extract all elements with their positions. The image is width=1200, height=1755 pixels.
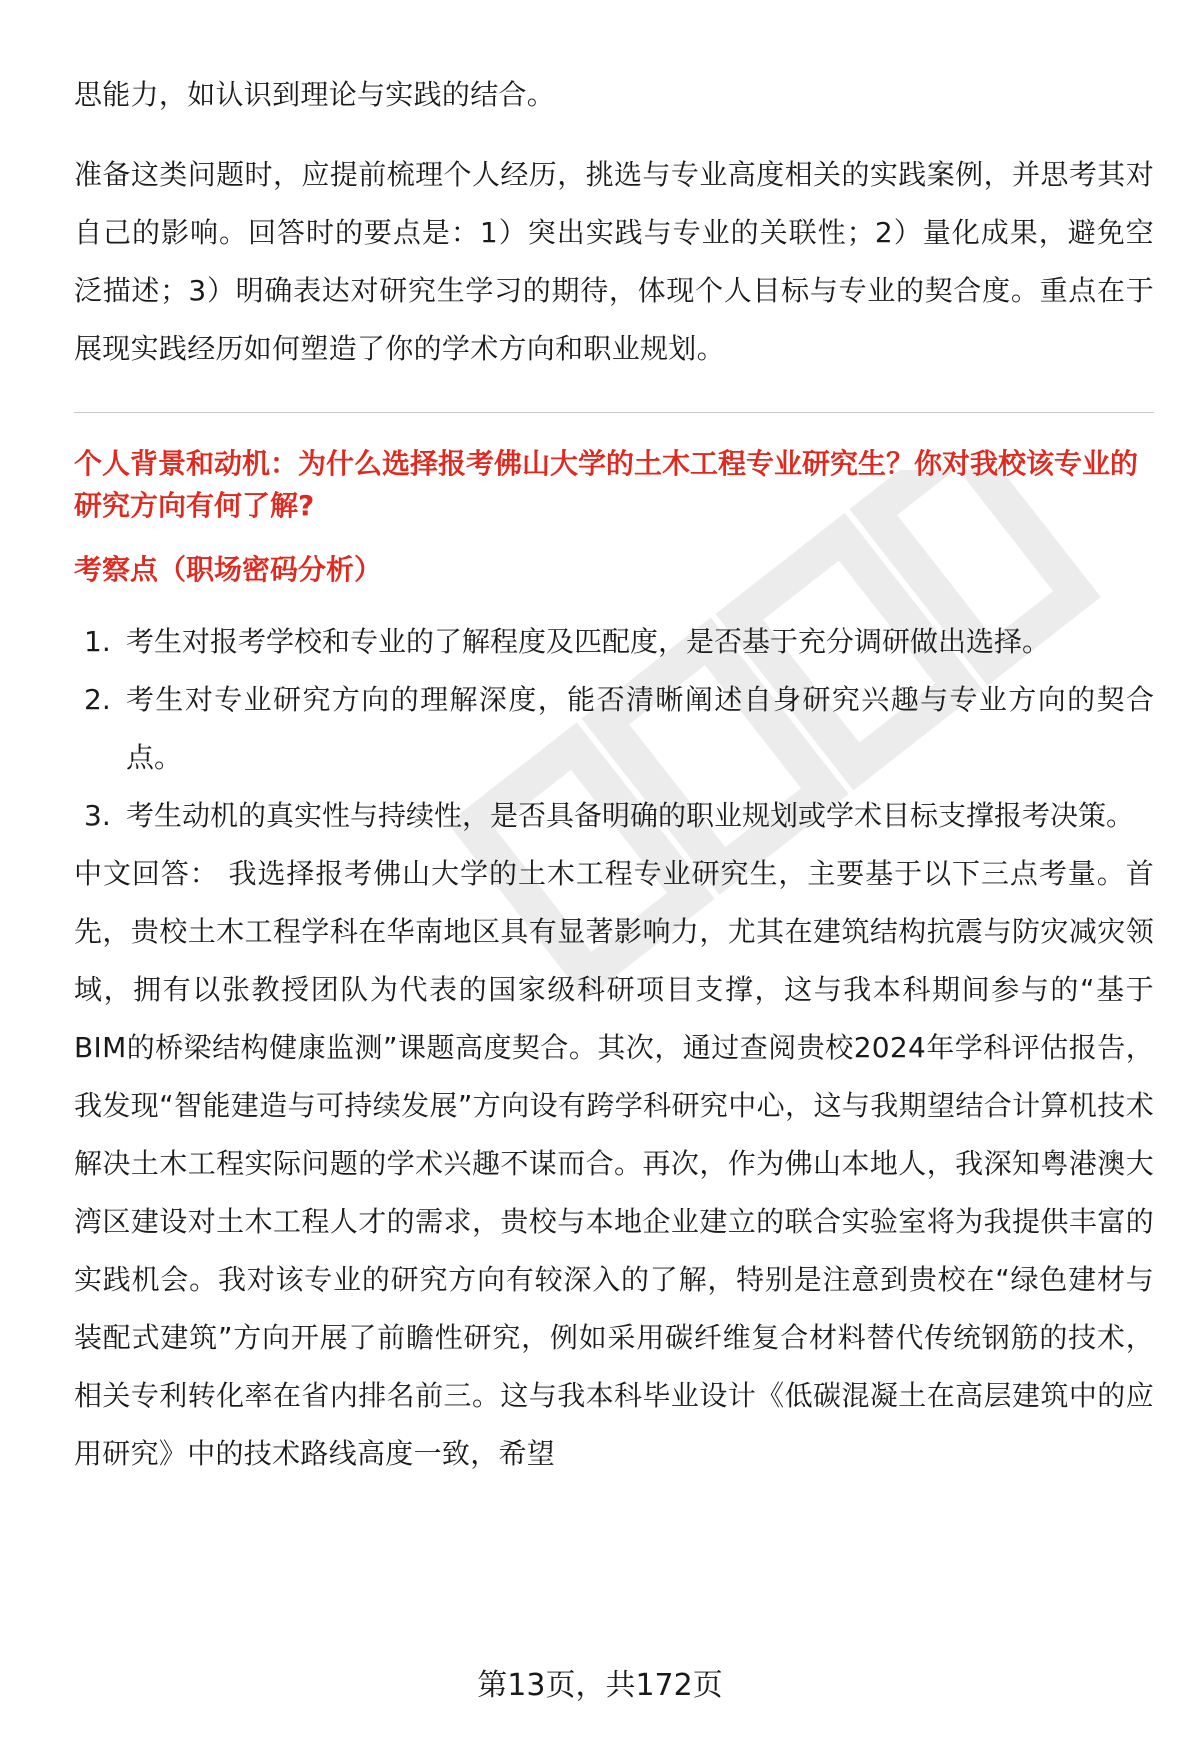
question-title: 个人背景和动机：为什么选择报考佛山大学的土木工程专业研究生？你对我校该专业的研究方向有何了解?	[74, 447, 1139, 522]
assessment-points-list	[74, 613, 1154, 845]
list-item-text: 考生动机的真实性与持续性，是否具备明确的职业规划或学术目标支撑报考决策。	[126, 799, 1135, 832]
preparation-paragraph: 准备这类问题时，应提前梳理个人经历，挑选与专业高度相关的实践案例，并思考其对自己的影响。回答时的要点是：1）突出实践与专业的关联性；2）量化成果，避免空泛描述；3）明确表达对研究生学习的期待，体现个人目标与专业的契合度。重点在于展现实践经历如何塑造了你的学术方向和职业规划。	[74, 158, 1154, 365]
page-indicator: 第13页，共172页	[477, 1668, 723, 1703]
list-item	[74, 613, 1154, 671]
list-item-text: 考生对报考学校和专业的了解程度及匹配度，是否基于充分调研做出选择。	[126, 625, 1051, 658]
answer-paragraph: 中文回答： 我选择报考佛山大学的土木工程专业研究生，主要基于以下三点考量。首先，贵校土木工程学科在华南地区具有显著影响力，尤其在建筑结构抗震与防灾减灾领域，拥有以张教授团队为代表的国家级科研项目支撑，这与我本科期间参与的“基于BIM的桥梁结构健康监测”课题高度契合。其次，通过查阅贵校2024年学科评估报告，我发现“智能建造与可持续发展”方向设有跨学科研究中心，这与我期望结合计算机技术解决土木工程实际问题的学术兴趣不谋而合。再次，作为佛山本地人，我深知粤港澳大湾区建设对土木工程人才的需求，贵校与本地企业建立的联合实验室将为我提供丰富的实践机会。我对该专业的研究方向有较深入的了解，特别是注意到贵校在“绿色建材与装配式建筑”方向开展了前瞻性研究，例如采用碳纤维复合材料替代传统钢筋的技术，相关专利转化率在省内排名前三。这与我本科毕业设计《低碳混凝土在高层建筑中的应用研究》中的技术路线高度一致，希望	[74, 857, 1154, 1470]
list-item	[74, 671, 1154, 787]
continuation-paragraph: 思能力，如认识到理论与实践的结合。	[74, 78, 556, 111]
list-item-number: 1.	[84, 625, 111, 658]
list-item	[74, 787, 1154, 845]
list-item-number: 2.	[84, 683, 111, 716]
assessment-heading: 考察点（职场密码分析）	[74, 553, 383, 586]
section-divider	[74, 412, 1154, 413]
list-item-text: 考生对专业研究方向的理解深度，能否清晰阐述自身研究兴趣与专业方向的契合点。	[126, 683, 1154, 774]
list-item-number: 3.	[84, 799, 111, 832]
document-content	[74, 66, 1154, 1483]
